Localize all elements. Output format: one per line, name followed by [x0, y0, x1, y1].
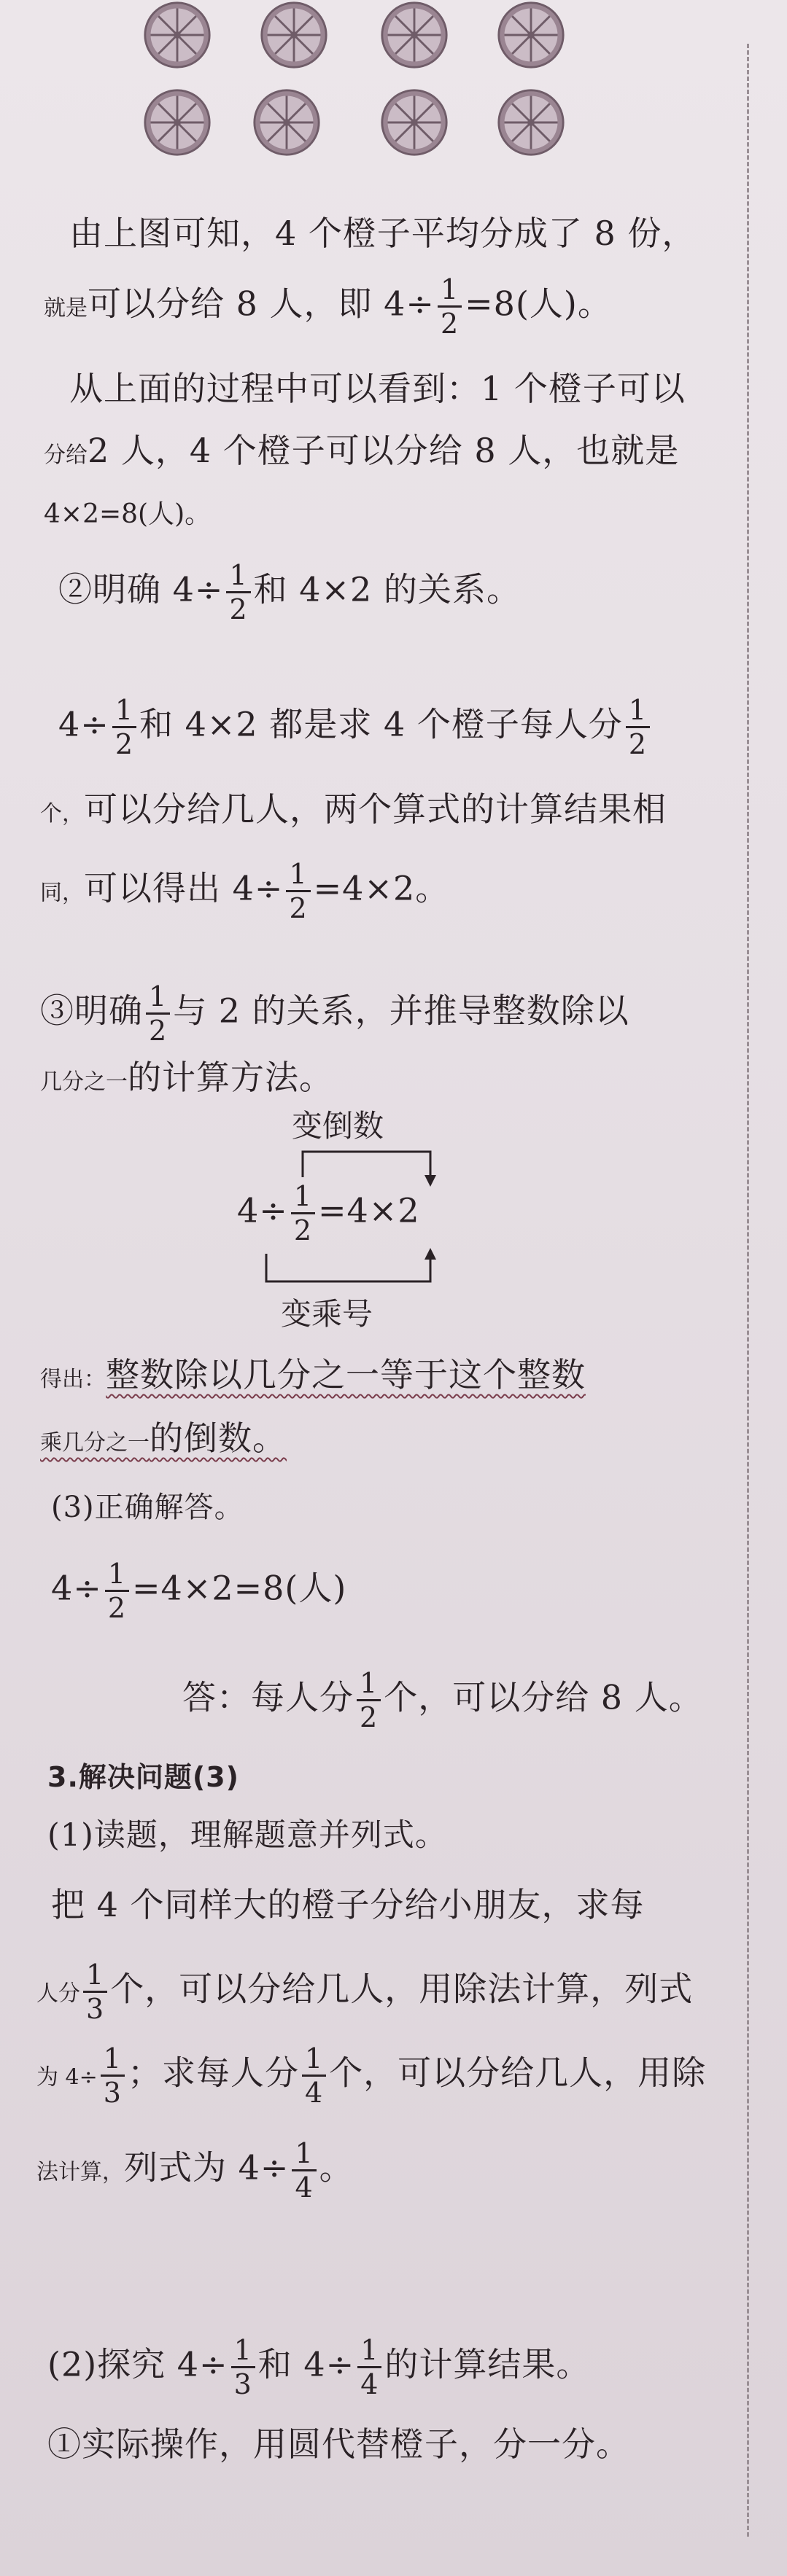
section-heading: 3.解决问题(3)	[47, 1761, 240, 1793]
text-line: ②明确 4÷ $\frac{1}{2}$ 和 4×2 的关系。	[58, 559, 521, 625]
fraction: $\frac{1}{2}$	[226, 561, 250, 623]
fraction: $\frac{1}{2}$	[105, 1560, 129, 1622]
text-line: 4÷ $\frac{1}{2}$ =4×2=8(人)	[51, 1558, 347, 1624]
fraction: $\frac{1}{4}$	[302, 2045, 326, 2107]
text-line: (3)正确解答。	[51, 1491, 244, 1524]
text-line: 人分 $\frac{1}{3}$ 个，可以分给几人，用除法计算，列式	[36, 1959, 694, 2025]
text-line: (1)读题，理解题意并列式。	[47, 1817, 447, 1854]
fraction: $\frac{1}{3}$	[83, 1961, 107, 2023]
fraction: $\frac{1}{4}$	[292, 2139, 316, 2201]
orange-slice-icon	[379, 87, 449, 157]
text-line: 4÷ $\frac{1}{2}$ 和 4×2 都是求 4 个橙子每人分 $\frac{1}{2}$	[58, 696, 653, 758]
fraction: $\frac{1}{2}$	[357, 1669, 381, 1731]
orange-slice-icon	[259, 0, 329, 70]
fraction: $\frac{1}{2}$	[286, 860, 310, 922]
answer-line: 答：每人分 $\frac{1}{2}$ 个，可以分给 8 人。	[182, 1667, 703, 1733]
text-line: 由上图可知，4 个橙子平均分成了 8 份，	[69, 214, 697, 253]
fraction: $\frac{1}{2}$	[112, 696, 136, 758]
orange-slice-icon	[496, 87, 566, 157]
text-line: 乘几分之一的倒数。	[40, 1418, 287, 1458]
text-line: 分给2 人，4 个橙子可以分给 8 人，也就是	[44, 431, 680, 470]
text-line: 从上面的过程中可以看到：1 个橙子可以	[69, 369, 686, 408]
fraction: $\frac{1}{2}$	[146, 983, 170, 1045]
orange-slice-icon	[142, 87, 212, 157]
orange-slice-icon	[252, 87, 322, 157]
fraction: $\frac{1}{2}$	[626, 696, 650, 758]
text-line: 就是可以分给 8 人，即 4÷ $\frac{1}{2}$ =8(人)。	[44, 273, 612, 340]
fraction: $\frac{1}{3}$	[231, 2336, 255, 2398]
fraction: $\frac{1}{2}$	[291, 1182, 315, 1244]
fraction: $\frac{1}{3}$	[101, 2045, 125, 2107]
fraction: $\frac{1}{4}$	[357, 2336, 381, 2398]
text-line: (2)探究 4÷ $\frac{1}{3}$ 和 4÷ $\frac{1}{4}$ 的计算结果。	[47, 2334, 591, 2400]
text-line: ③明确 $\frac{1}{2}$ 与 2 的关系，并推导整数除以	[40, 980, 629, 1047]
text-line: 个，可以分给几人，两个算式的计算结果相	[40, 789, 667, 829]
text-line: 几分之一的计算方法。	[40, 1058, 333, 1097]
orange-slice-icon	[142, 0, 212, 70]
diagram-bottom-label: 变乘号	[281, 1296, 373, 1332]
diagram-top-label: 变倒数	[292, 1108, 384, 1144]
text-line: 法计算，列式为 4÷ $\frac{1}{4}$ 。	[36, 2137, 354, 2204]
text-line: 同，可以得出 4÷ $\frac{1}{2}$ =4×2。	[40, 858, 450, 924]
diagram-equation: 4÷ $\frac{1}{2}$ =4×2	[237, 1180, 420, 1246]
text-line: 得出：整数除以几分之一等于这个整数	[40, 1355, 586, 1394]
text-line: 为 4÷ $\frac{1}{3}$ ；求每人分 $\frac{1}{4}$ 个，可以分给几人，用除	[36, 2042, 707, 2109]
fraction: $\frac{1}{2}$	[438, 276, 462, 337]
margin-dashed-line	[747, 44, 749, 2537]
orange-slice-icon	[496, 0, 566, 70]
text-line: ①实际操作，用圆代替橙子，分一分。	[47, 2424, 630, 2464]
text-line: 把 4 个同样大的橙子分给小朋友，求每	[51, 1885, 645, 1924]
text-line: 4×2=8(人)。	[44, 499, 212, 529]
orange-slice-icon	[379, 0, 449, 70]
